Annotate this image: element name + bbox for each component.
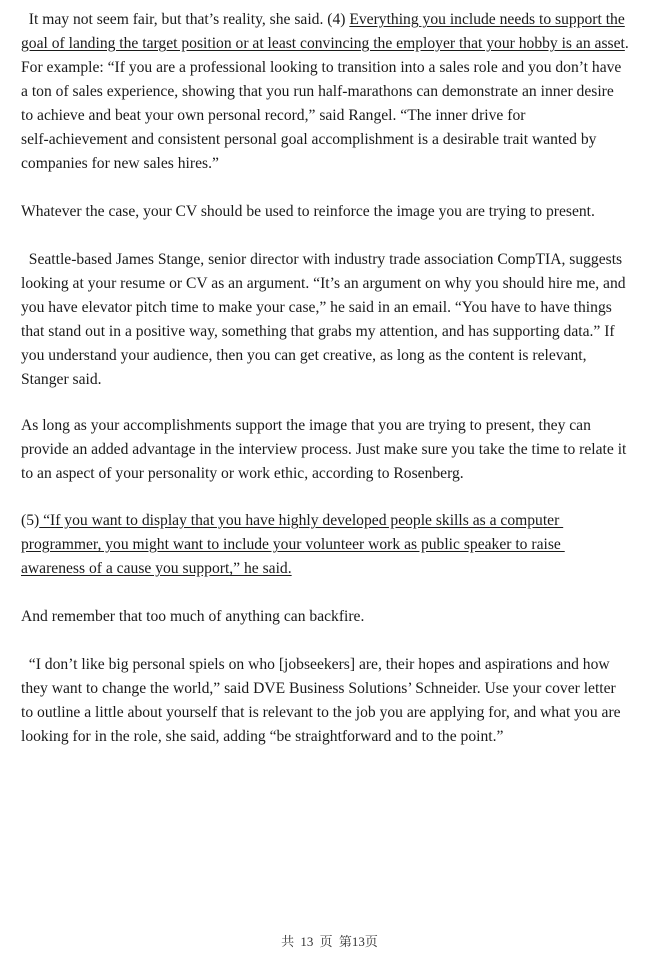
text-segment: And remember that too much of anything can backfire. [21, 608, 365, 625]
text-line [21, 679, 616, 699]
text-segment: self-achievement and consistent personal goal accomplishment is a desirable trait wanted by [21, 131, 597, 148]
text-segment: Whatever the case, your CV should be used to reinforce the image you are trying to present. [21, 203, 595, 220]
underlined-text: programmer, you might want to include your volunteer work as public speaker to raise [21, 536, 565, 553]
text-segment: companies for new sales hires.” [21, 155, 219, 172]
underlined-text: goal of landing the target position or at least convincing the employer that your hobby is an asset [21, 35, 625, 52]
text-line [21, 655, 610, 675]
text-line [21, 559, 292, 579]
text-segment: Stanger said. [21, 371, 102, 388]
text-line [21, 370, 102, 390]
text-line [21, 106, 525, 126]
underlined-text: awareness of a cause you support,” he said. [21, 560, 292, 577]
text-segment: As long as your accomplishments support the image that you are trying to present, they can [21, 417, 591, 434]
text-line [21, 464, 464, 484]
text-line [21, 535, 565, 555]
text-segment: It may not seem fair, but that’s reality, she said. (4) [21, 11, 350, 28]
text-segment: a ton of sales experience, showing that you run half-marathons can demonstrate an inner desire [21, 83, 614, 100]
text-segment: to achieve and beat your own personal record,” said Rangel. “The inner drive for [21, 107, 526, 124]
text-line [21, 10, 625, 30]
text-segment: looking for in the role, she said, adding “be straightforward and to the point.” [21, 728, 504, 745]
text-line [21, 511, 563, 531]
underlined-text: Everything you include needs to support the [349, 11, 625, 28]
text-segment: For example: “If you are a professional looking to transition into a sales role and you don’t have [21, 59, 622, 76]
text-segment: to an aspect of your personality or work ethic, according to Rosenberg. [21, 465, 464, 482]
text-line [21, 298, 612, 318]
text-line [21, 250, 622, 270]
text-segment: . [624, 35, 629, 52]
text-segment: “I don’t like big personal spiels on who [jobseekers] are, their hopes and aspirations and how [21, 656, 610, 673]
text-line [21, 274, 626, 294]
text-segment: provide an added advantage in the interview process. Just make sure you take the time to relate it [21, 441, 627, 458]
text-line [21, 130, 596, 150]
text-segment: that stand out in a positive way, something that grabs my attention, and has supporting data.” If [21, 323, 615, 340]
text-line [21, 703, 621, 723]
text-segment: to outline a little about yourself that is relevant to the job you are applying for, and what you are [21, 704, 621, 721]
text-line [21, 322, 615, 342]
text-segment: you have elevator pitch time to make your case,” he said in an email. “You have to have things [21, 299, 612, 316]
text-segment: (5) [21, 512, 40, 529]
text-segment: Seattle-based James Stange, senior director with industry trade association CompTIA, suggests [21, 251, 623, 268]
text-line [21, 154, 219, 174]
text-line [21, 346, 587, 366]
text-line [21, 727, 503, 747]
text-line [21, 607, 364, 627]
text-segment: you understand your audience, then you can get creative, as long as the content is relevant, [21, 347, 587, 364]
text-segment: they want to change the world,” said DVE Business Solutions’ Schneider. Use your cover letter [21, 680, 616, 697]
text-line [21, 82, 614, 102]
text-line [21, 416, 591, 436]
underlined-text: “If you want to display that you have highly developed people skills as a computer [39, 512, 564, 529]
text-segment: looking at your resume or CV as an argument. “It’s an argument on why you should hire me, and [21, 275, 626, 292]
text-line [21, 202, 595, 222]
page-footer: 共 13 页 第13页 [281, 934, 378, 949]
text-line [21, 58, 621, 78]
text-line [21, 440, 626, 460]
text-line [21, 34, 629, 54]
